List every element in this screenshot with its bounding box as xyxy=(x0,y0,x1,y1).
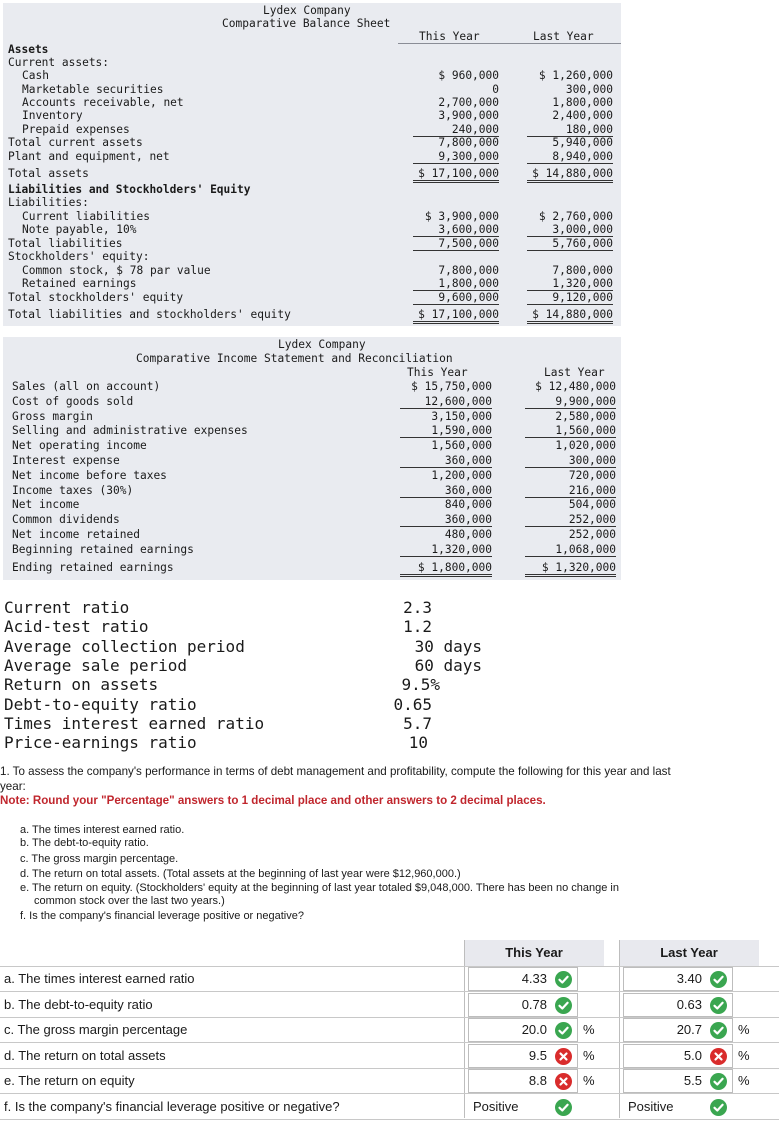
is-value-this-year: 1,590,000 xyxy=(400,424,492,438)
question-item: d. The return on total assets. (Total assets at the beginning of last year were $12,960,000.) xyxy=(20,868,461,880)
is-value-last-year: 2,580,000 xyxy=(555,409,616,423)
answer-value: 20.0 xyxy=(521,1022,547,1037)
answer-table xyxy=(0,940,784,1138)
is-value-last-year: 1,068,000 xyxy=(525,543,616,557)
is-value-last-year: 1,020,000 xyxy=(555,439,616,453)
answer-value: 9.5 xyxy=(528,1048,547,1063)
bs-value-last-year: 5,940,000 xyxy=(552,136,613,149)
row-divider xyxy=(0,1119,779,1120)
bs-company: Lydex Company xyxy=(263,4,351,17)
check-icon xyxy=(555,1022,572,1039)
bs-col-last: Last Year xyxy=(533,30,594,43)
is-col-last: Last Year xyxy=(544,366,605,379)
is-col-this: This Year xyxy=(407,366,468,379)
row-divider xyxy=(0,1042,779,1043)
answer-row-label: e. The return on equity xyxy=(4,1073,135,1088)
ratio-label: Return on assets xyxy=(4,675,159,695)
is-row-label: Cost of goods sold xyxy=(12,394,134,408)
bs-value-last-year: 8,940,000 xyxy=(527,150,613,164)
bs-row-label: Total liabilities xyxy=(8,237,123,250)
question-item: c. The gross margin percentage. xyxy=(20,853,179,865)
answer-row-label: d. The return on total assets xyxy=(4,1048,166,1063)
is-row-label: Selling and administrative expenses xyxy=(12,424,248,438)
ratio-value: 1.2 xyxy=(403,617,432,637)
bs-value-last-year: $ 14,880,000 xyxy=(527,308,613,324)
ratio-label: Acid-test ratio xyxy=(4,617,149,637)
answer-last-year-input[interactable] xyxy=(623,1069,733,1093)
ratio-label: Average collection period xyxy=(4,636,245,656)
bs-value-last-year: 1,320,000 xyxy=(527,277,613,291)
is-value-last-year: 252,000 xyxy=(525,513,616,527)
check-icon xyxy=(710,1073,727,1090)
balance-sheet xyxy=(3,3,621,326)
bs-header-rule xyxy=(398,43,621,44)
bs-row-label: Total current assets xyxy=(8,136,143,149)
question-item: a. The times interest earned ratio. xyxy=(20,824,185,836)
answer-last-year-input[interactable] xyxy=(623,1018,733,1042)
bs-value-last-year: $ 1,260,000 xyxy=(538,69,613,82)
is-row-label: Common dividends xyxy=(12,513,120,527)
bs-value-last-year: 1,800,000 xyxy=(552,96,613,109)
answer-value: 4.33 xyxy=(521,971,547,986)
question-item: e. The return on equity. (Stockholders' equity at the beginning of last year totaled $9,048,000. There has been no change in xyxy=(20,882,619,894)
bs-row-label: Liabilities and Stockholders' Equity xyxy=(8,183,251,196)
bs-value-last-year: 2,400,000 xyxy=(552,109,613,122)
is-row-label: Interest expense xyxy=(12,454,120,467)
check-icon xyxy=(710,1099,727,1116)
bs-value-last-year: 300,000 xyxy=(565,83,613,96)
is-value-last-year: 720,000 xyxy=(568,468,616,482)
bs-value-last-year: 180,000 xyxy=(527,123,613,137)
check-icon xyxy=(710,997,727,1014)
answer-this-year-input[interactable] xyxy=(468,1069,578,1093)
question-line-2: year: xyxy=(0,780,26,793)
ratio-value: 10 xyxy=(408,733,428,753)
ratio-value: 2.3 xyxy=(403,598,432,617)
bs-row-label: Accounts receivable, net xyxy=(22,96,184,109)
is-value-last-year: 252,000 xyxy=(568,528,616,541)
answer-value: 8.8 xyxy=(528,1073,547,1088)
bs-title: Comparative Balance Sheet xyxy=(222,17,391,30)
ratio-label: Price-earnings ratio xyxy=(4,733,197,753)
ratio-value: 0.65 xyxy=(393,694,432,714)
row-divider xyxy=(0,991,779,992)
answer-row-label: b. The debt-to-equity ratio xyxy=(4,997,153,1012)
percent-sign: % xyxy=(583,1022,595,1037)
is-value-last-year: 1,560,000 xyxy=(525,424,616,438)
bs-row-label: Plant and equipment, net xyxy=(8,150,170,163)
percent-sign: % xyxy=(738,1073,750,1088)
answer-select-value: Positive xyxy=(628,1099,674,1114)
is-value-this-year: 1,200,000 xyxy=(431,468,492,482)
bs-row-label: Assets xyxy=(8,43,49,56)
is-value-last-year: 504,000 xyxy=(568,498,616,512)
bs-value-this-year: 3,600,000 xyxy=(413,223,499,237)
is-row-label: Net income xyxy=(12,498,80,512)
is-row-label: Gross margin xyxy=(12,409,93,423)
is-title: Comparative Income Statement and Reconciliation xyxy=(136,352,453,365)
percent-sign: % xyxy=(583,1048,595,1063)
check-icon xyxy=(555,1099,572,1116)
is-value-this-year: 12,600,000 xyxy=(400,395,492,409)
bs-row-label: Current assets: xyxy=(8,56,110,69)
ratio-label: Times interest earned ratio xyxy=(4,713,265,733)
answer-value: 5.5 xyxy=(683,1073,702,1088)
bs-col-this: This Year xyxy=(419,30,480,43)
ratio-value: 5.7 xyxy=(403,713,432,733)
bs-row-label: Stockholders' equity: xyxy=(8,250,150,263)
bs-value-this-year: $ 960,000 xyxy=(438,69,499,82)
bs-row-label: Cash xyxy=(22,69,49,82)
answer-row-label: c. The gross margin percentage xyxy=(4,1022,188,1037)
is-value-this-year: 360,000 xyxy=(400,513,492,527)
bs-value-this-year: $ 17,100,000 xyxy=(413,308,499,324)
bs-value-this-year: 9,600,000 xyxy=(413,291,499,305)
bs-value-last-year: 5,760,000 xyxy=(527,237,613,251)
bs-value-this-year: 9,300,000 xyxy=(413,150,499,164)
bs-row-label: Inventory xyxy=(22,109,83,122)
check-icon xyxy=(555,997,572,1014)
bs-row-label: Note payable, 10% xyxy=(22,223,137,236)
is-value-last-year: 9,900,000 xyxy=(525,395,616,409)
is-row-label: Net income retained xyxy=(12,528,140,541)
bs-row-label: Current liabilities xyxy=(22,210,150,223)
answer-last-year-input[interactable] xyxy=(623,967,733,991)
bs-value-this-year: 3,900,000 xyxy=(438,109,499,122)
bs-value-this-year: 2,700,000 xyxy=(438,96,499,109)
bs-row-label: Marketable securities xyxy=(22,83,164,96)
is-row-label: Net income before taxes xyxy=(12,468,167,482)
answer-select-value: Positive xyxy=(473,1099,519,1114)
is-value-this-year: 3,150,000 xyxy=(431,409,492,423)
bs-row-label: Total liabilities and stockholders' equity xyxy=(8,308,291,321)
bs-row-label: Prepaid expenses xyxy=(22,123,130,136)
ratio-label: Debt-to-equity ratio xyxy=(4,694,197,714)
answer-this-year-input[interactable] xyxy=(468,1018,578,1042)
percent-sign: % xyxy=(583,1073,595,1088)
bs-value-this-year: 7,500,000 xyxy=(413,237,499,251)
ratio-value: 60 days xyxy=(414,655,482,675)
bs-value-this-year: 7,800,000 xyxy=(438,264,499,277)
percent-sign: % xyxy=(738,1048,750,1063)
bs-value-this-year: 1,800,000 xyxy=(413,277,499,291)
answer-value: 0.78 xyxy=(521,997,547,1012)
bs-value-last-year: $ 14,880,000 xyxy=(527,167,613,183)
answer-col-last: Last Year xyxy=(619,940,759,966)
answer-this-year-input[interactable] xyxy=(468,1044,578,1068)
answer-last-year-input[interactable] xyxy=(623,993,733,1017)
bs-value-last-year: $ 2,760,000 xyxy=(538,210,613,223)
answer-col-this: This Year xyxy=(464,940,604,966)
is-value-this-year: 1,320,000 xyxy=(400,543,492,557)
check-icon xyxy=(555,971,572,988)
bs-row-label: Common stock, $ 78 par value xyxy=(22,264,211,277)
is-value-this-year: $ 15,750,000 xyxy=(411,380,492,393)
answer-last-year-input[interactable] xyxy=(623,1095,733,1119)
bs-value-this-year: 240,000 xyxy=(413,123,499,137)
bs-row-label: Total stockholders' equity xyxy=(8,291,184,304)
is-value-this-year: 360,000 xyxy=(400,484,492,498)
is-value-last-year: $ 12,480,000 xyxy=(535,380,616,393)
ratio-value: 30 days xyxy=(414,636,482,656)
answer-value: 0.63 xyxy=(676,997,702,1012)
bs-value-this-year: 7,800,000 xyxy=(438,136,499,149)
rounding-note: Note: Round your "Percentage" answers to 1 decimal place and other answers to 2 decimal places. xyxy=(0,794,546,807)
bs-value-this-year: $ 3,900,000 xyxy=(424,210,499,223)
bs-value-this-year: 0 xyxy=(492,83,499,96)
bs-row-label: Retained earnings xyxy=(22,277,137,290)
is-row-label: Ending retained earnings xyxy=(12,560,174,574)
is-value-last-year: 216,000 xyxy=(525,484,616,498)
ratio-value: 9.5% xyxy=(401,675,440,695)
answer-value: 5.0 xyxy=(683,1048,702,1063)
is-value-this-year: 480,000 xyxy=(444,528,492,541)
is-company: Lydex Company xyxy=(278,338,366,351)
x-icon xyxy=(555,1048,572,1065)
ratio-label: Average sale period xyxy=(4,655,188,675)
bs-value-last-year: 3,000,000 xyxy=(527,223,613,237)
bs-value-this-year: $ 17,100,000 xyxy=(413,167,499,183)
question-item: common stock over the last two years.) xyxy=(34,895,225,907)
answer-last-year-input[interactable] xyxy=(623,1044,733,1068)
is-row-label: Net operating income xyxy=(12,439,147,453)
is-value-this-year: 1,560,000 xyxy=(431,439,492,453)
is-row-label: Income taxes (30%) xyxy=(12,483,134,497)
bs-row-label: Liabilities: xyxy=(8,196,89,209)
row-divider xyxy=(0,1093,779,1094)
is-row-label: Sales (all on account) xyxy=(12,380,161,393)
is-value-this-year: 360,000 xyxy=(400,454,492,468)
question-line-1: 1. To assess the company's performance in terms of debt management and profitability, compute the following for this year and last xyxy=(0,765,671,778)
answer-this-year-input[interactable] xyxy=(468,967,578,991)
question-item: b. The debt-to-equity ratio. xyxy=(20,837,149,849)
ratio-label: Current ratio xyxy=(4,598,130,617)
question-item: f. Is the company's financial leverage positive or negative? xyxy=(20,910,304,922)
check-icon xyxy=(710,1022,727,1039)
is-value-this-year: $ 1,800,000 xyxy=(400,561,492,577)
answer-row-label: f. Is the company's financial leverage positive or negative? xyxy=(4,1099,340,1114)
percent-sign: % xyxy=(738,1022,750,1037)
bs-value-last-year: 9,120,000 xyxy=(527,291,613,305)
is-row-label: Beginning retained earnings xyxy=(12,542,194,556)
answer-value: 20.7 xyxy=(676,1022,702,1037)
check-icon xyxy=(710,971,727,988)
is-value-last-year: $ 1,320,000 xyxy=(525,561,616,577)
is-value-last-year: 300,000 xyxy=(525,454,616,468)
x-icon xyxy=(710,1048,727,1065)
answer-this-year-input[interactable] xyxy=(468,993,578,1017)
bs-value-last-year: 7,800,000 xyxy=(552,264,613,277)
answer-row-label: a. The times interest earned ratio xyxy=(4,971,195,986)
answer-this-year-input[interactable] xyxy=(468,1095,578,1119)
income-statement xyxy=(3,337,621,580)
x-icon xyxy=(555,1073,572,1090)
answer-value: 3.40 xyxy=(676,971,702,986)
is-value-this-year: 840,000 xyxy=(444,498,492,512)
bs-row-label: Total assets xyxy=(8,167,89,180)
